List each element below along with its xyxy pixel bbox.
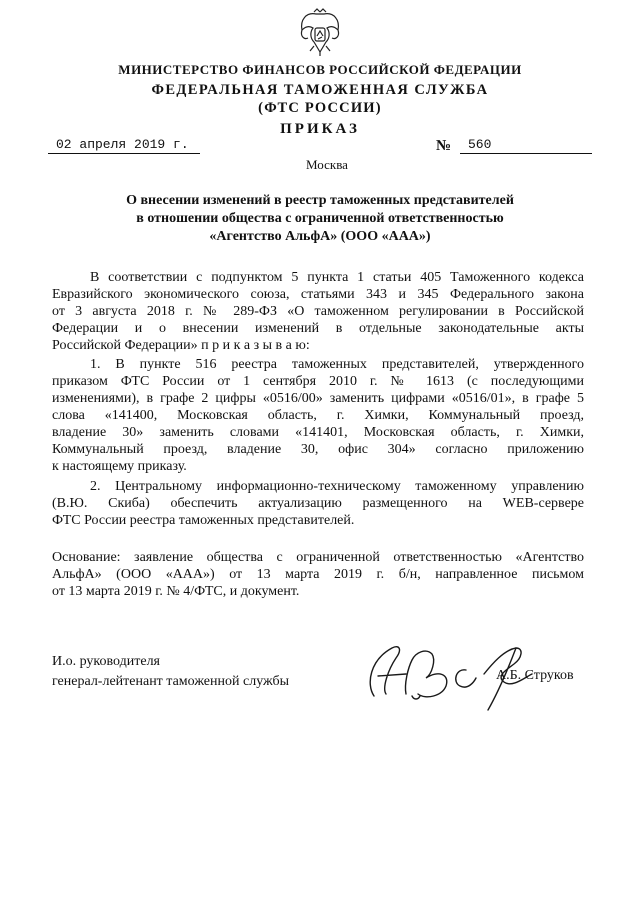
body-line: 2. Центральному информационно-техническому таможенному управлению <box>90 479 584 494</box>
order-title-line: О внесении изменений в реестр таможенных представителей <box>126 193 514 208</box>
ministry-heading: МИНИСТЕРСТВО ФИНАНСОВ РОССИЙСКОЙ ФЕДЕРАЦИИ <box>118 62 522 77</box>
order-number-sign: № <box>436 138 452 154</box>
body-line: Коммунальный проезд, владение 30, офис 304» согласно приложению <box>52 442 584 457</box>
signatory-position: И.о. руководителя <box>52 654 161 669</box>
order-city: Москва <box>306 157 348 172</box>
coat-of-arms-icon <box>296 6 344 58</box>
service-heading: ФЕДЕРАЛЬНАЯ ТАМОЖЕННАЯ СЛУЖБА <box>151 82 489 98</box>
basis-line: от 13 марта 2019 г. № 4/ФТС, и документ. <box>52 584 300 599</box>
body-line: владение 30» заменить словами «141401, Московская область, г. Химки, <box>52 425 584 440</box>
order-number: 560 <box>460 137 592 154</box>
body-line: В соответствии с подпунктом 5 пункта 1 статьи 405 Таможенного кодекса <box>90 270 584 285</box>
body-line: от 3 августа 2018 г. № 289-ФЗ «О таможенном регулировании в Российской <box>52 304 584 319</box>
body-line: ФТС России реестра таможенных представителей. <box>52 513 355 528</box>
order-title-line: «Агентство АльфА» (ООО «ААА») <box>209 229 431 244</box>
body-line: приказом ФТС России от 1 сентября 2010 г. № 1613 (с последующими <box>52 374 584 389</box>
body-line: Федерации и о внесении изменений в отдельные законодательные акты <box>52 321 584 336</box>
document-type-heading: ПРИКАЗ <box>280 121 360 137</box>
service-abbr-heading: (ФТС РОССИИ) <box>258 100 382 116</box>
body-line: 1. В пункте 516 реестра таможенных представителей, утвержденного <box>90 357 584 372</box>
body-line: слова «141400, Московская область, г. Химки, Коммунальный проезд, <box>52 408 584 423</box>
signatory-rank: генерал-лейтенант таможенной службы <box>52 674 290 689</box>
basis-line: Основание: заявление общества с ограниченной ответственностью «Агентство <box>52 550 584 565</box>
body-line: к настоящему приказу. <box>52 459 187 474</box>
body-line: Евразийского экономического союза, статьями 343 и 345 Федерального закона <box>52 287 584 302</box>
order-title-line: в отношении общества с ограниченной ответственностью <box>136 211 504 226</box>
basis-line: АльфА» (ООО «ААА») от 13 марта 2019 г. б/н, направленное письмом <box>52 567 584 582</box>
body-line: Российской Федерации» п р и к а з ы в а ю: <box>52 338 310 353</box>
signatory-name: А.Б. Струков <box>496 668 574 683</box>
body-line: (В.Ю. Скиба) обеспечить актуализацию размещенного на WEB-сервере <box>52 496 584 511</box>
order-date: 02 апреля 2019 г. <box>48 137 200 154</box>
body-line: изменениями), в графе 2 цифры «0516/00» заменить цифрами «0516/01», в графе 5 <box>52 391 584 406</box>
